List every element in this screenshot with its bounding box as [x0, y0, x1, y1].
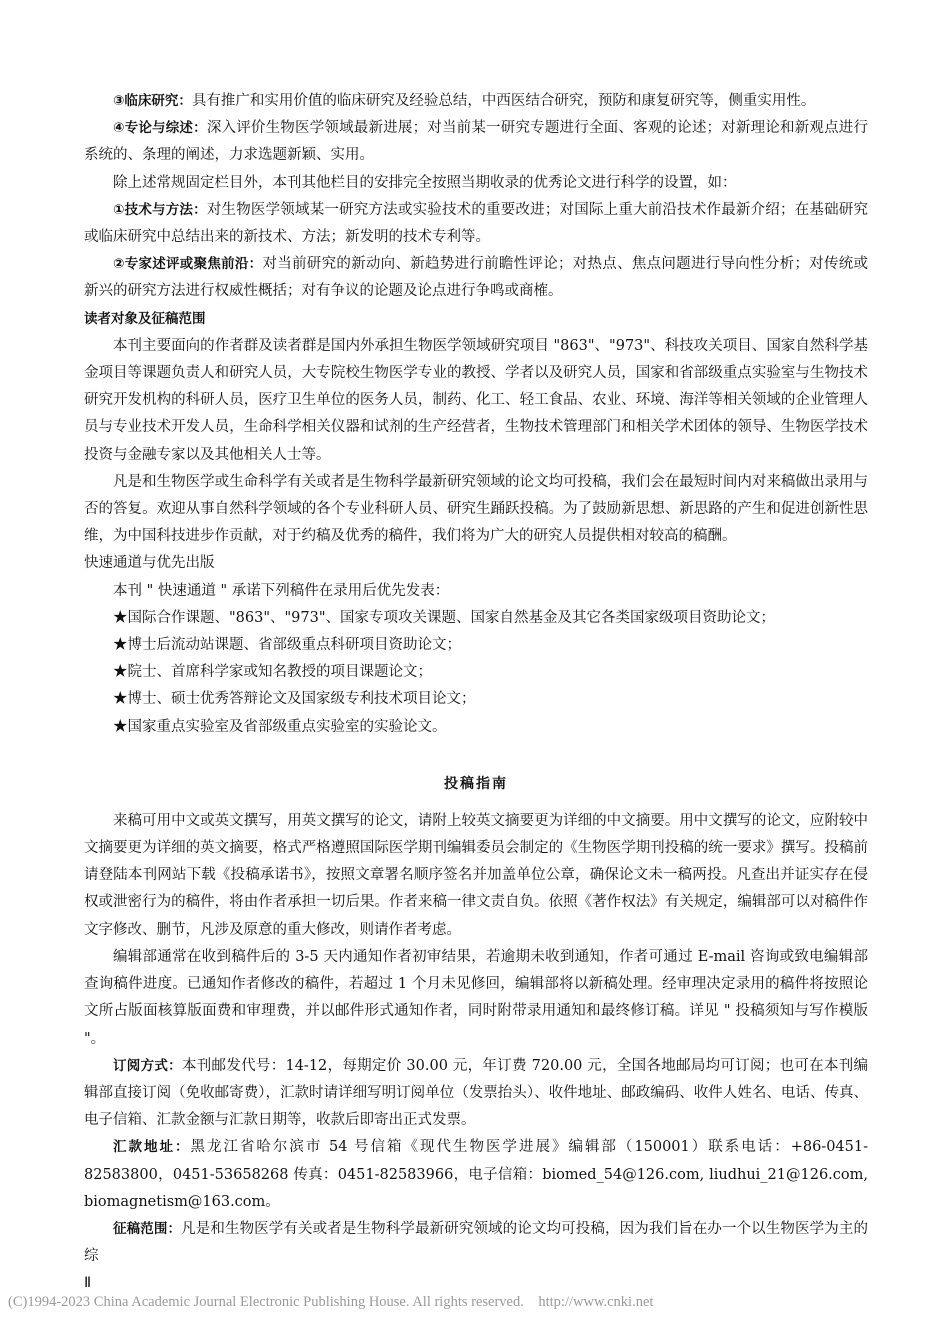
fast-track-heading: 快速通道与优先出版	[84, 555, 215, 572]
fast-track-item: ★国际合作课题、"863"、"973"、国家专项攻关课题、国家自然基金及其它各类国家级项目资助论文；	[113, 609, 776, 626]
scope-paragraph	[84, 1216, 868, 1270]
cnki-link[interactable]: http://www.cnki.net	[538, 1294, 654, 1310]
review-label: ④专论与综述：	[113, 120, 207, 137]
fast-track-item: ★国家重点实验室及省部级重点实验室的实验论文。	[113, 718, 447, 735]
tech-method-text: 对生物医学领域某一研究方法或实验技术的重要改进；对国际上重大前沿技术作最新介绍；在基础研究或临床研究中总结出来的新技术、方法；新发明的技术专利等。	[84, 201, 868, 246]
review-text: 深入评价生物医学领域最新进展；对当前某一研究专题进行全面、客观的论述；对新理论和新观点进行系统的、条理的阐述，力求选题新颖、实用。	[84, 120, 868, 164]
subscription-paragraph	[84, 1053, 868, 1135]
expert-review-text: 对当前研究的新动向、新趋势进行前瞻性评论；对热点、焦点问题进行导向性分析；对传统或新兴的研究方法进行权威性概括；对有争议的论题及论点进行争鸣或商榷。	[84, 256, 868, 300]
scope-text: 凡是和生物医学有关或者是生物科学最新研究领域的论文均可投稿，因为我们旨在办一个以生物医学为主的综	[84, 1220, 869, 1265]
clinical-research-text: 具有推广和实用价值的临床研究及经验总结，中西医结合研究，预防和康复研究等，侧重实用性。	[191, 93, 816, 109]
copyright-footer	[8, 1294, 942, 1311]
page-marker: Ⅱ	[84, 1275, 92, 1292]
tech-method-label: ①技术与方法：	[113, 201, 207, 218]
copyright-text: (C)1994-2023 China Academic Journal Electronic Publishing House. All rights reserved.	[8, 1294, 524, 1310]
document-body	[84, 88, 868, 1298]
expert-review-paragraph	[84, 251, 868, 305]
subscription-label: 订阅方式：	[113, 1057, 182, 1074]
fast-track-item: ★博士后流动站课题、省部级重点科研项目资助论文；	[113, 637, 461, 654]
tech-method-paragraph	[84, 197, 868, 251]
clinical-research-label: ③临床研究：	[113, 93, 192, 109]
scope-label: 征稿范围：	[113, 1220, 182, 1237]
other-columns-paragraph: 除上述常规固定栏目外，本刊其他栏目的安排完全按照当期收录的优秀论文进行科学的设置，如：	[113, 174, 737, 191]
clinical-research-paragraph	[84, 88, 868, 115]
remittance-label: 汇款地址：	[113, 1139, 191, 1156]
review-paragraph	[84, 115, 868, 169]
fast-track-item: ★院士、首席科学家或知名教授的项目课题论文；	[113, 664, 432, 681]
guide-paragraph-2: 编辑部通常在收到稿件后的 3-5 天内通知作者初审结果，若逾期未收到通知，作者可通过 E-mail 咨询或致电编辑部查询稿件进度。已通知作者修改的稿件，若超过 1 个月未见修回，编辑部将以新稿处理。经审理决定录用的稿件将按照论文所占版面核算版面费和审理费，并以邮件形式通知作者，同时附带录用通知和最终修订稿。详见 " 投稿须知与写作模版 "。	[84, 948, 868, 1047]
expert-review-label: ②专家述评或聚焦前沿：	[113, 256, 263, 273]
remittance-text: 黑龙江省哈尔滨市 54 号信箱《现代生物医学进展》编辑部（150001）联系电话：+86-0451-82583800，0451-53658268 传真：0451-82583966，电子信箱：biomed_54@126.com, liudhui_21@126.com, biomagnetism@163.com。	[84, 1139, 869, 1210]
remittance-paragraph	[84, 1134, 868, 1216]
fast-track-intro: 本刊 " 快速通道 " 承诺下列稿件在录用后优先发表：	[113, 582, 450, 599]
guide-paragraph-1: 来稿可用中文或英文撰写，用英文撰写的论文，请附上较英文摘要更为详细的中文摘要。用中文撰写的论文，应附较中文摘要更为详细的英文摘要，格式严格遵照国际医学期刊编辑委员会制定的《生物医学期刊投稿的统一要求》撰写。投稿前请登陆本刊网站下载《投稿承诺书》，按照文章署名顺序签名并加盖单位公章，确保论文未一稿两投。凡查出并证实存在侵权或泄密行为的稿件，将由作者承担一切后果。作者来稿一律文责自负。依照《著作权法》有关规定，编辑部可以对稿件作文字修改、删节，凡涉及原意的重大修改，则请作者考虑。	[84, 812, 868, 938]
submission-guide-title: 投稿指南	[444, 775, 508, 792]
readers-paragraph-1: 本刊主要面向的作者群及读者群是国内外承担生物医学领域研究项目 "863"、"973"、科技攻关项目、国家自然科学基金项目等课题负责人和研究人员，大专院校生物医学专业的教授、学者以及研究人员，国家和省部级重点实验室与生物技术研究开发机构的科研人员，医疗卫生单位的医务人员，制药、化工、轻工食品、农业、环境、海洋等相关领域的企业管理人员与专业技术开发人员，生命科学相关仪器和试剂的生产经营者，生物技术管理部门和相关学术团体的领导、生物医学技术投资与金融专家以及其他相关人士等。	[84, 337, 868, 463]
readers-paragraph-2: 凡是和生物医学或生命科学有关或者是生物科学最新研究领域的论文均可投稿，我们会在最短时间内对来稿做出录用与否的答复。欢迎从事自然科学领域的各个专业科研人员、研究生踊跃投稿。为了鼓励新思想、新思路的产生和促进创新性思维，为中国科技进步作贡献，对于约稿及优秀的稿件，我们将为广大的研究人员提供相对较高的稿酬。	[84, 473, 868, 545]
readers-heading: 读者对象及征稿范围	[84, 310, 206, 327]
fast-track-item: ★博士、硕士优秀答辩论文及国家级专利技术项目论文；	[113, 691, 476, 708]
subscription-text: 本刊邮发代号：14-12，每期定价 30.00 元，年订费 720.00 元，全国各地邮局均可订阅；也可在本刊编辑部直接订阅（免收邮寄费），汇款时请详细写明订阅单位（发票抬头）、收件地址、邮政编码、收件人姓名、电话、传真、电子信箱、汇款金额与汇款日期等，收款后即寄出正式发票。	[84, 1057, 869, 1129]
